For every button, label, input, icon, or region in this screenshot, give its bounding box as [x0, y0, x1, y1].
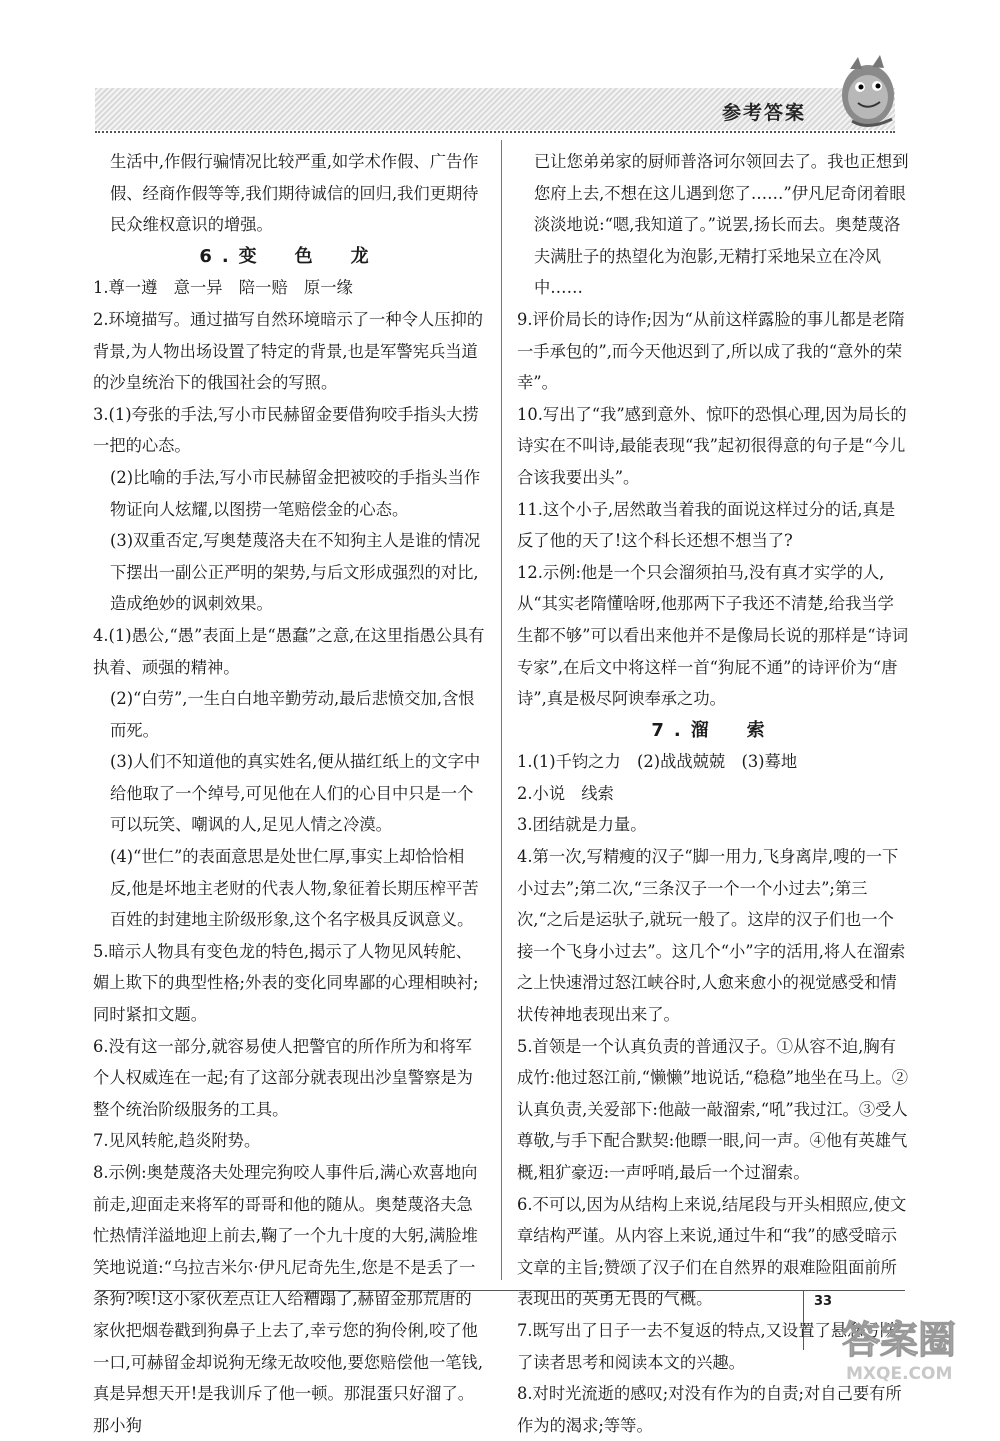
answer-paragraph: 1.尊一遵 意一异 陪一赔 原一缘 — [93, 278, 353, 298]
section-title: 7.溜 索 — [651, 719, 775, 741]
footer-tick — [803, 1290, 804, 1350]
answer-paragraph: 生活中,作假行骗情况比较严重,如学术作假、广告作假、经商作假等等,我们期待诚信的回归,我们更期待民众维权意识的增强。 — [110, 152, 479, 235]
answer-paragraph: 6.没有这一部分,就容易使人把警官的所作所为和将军个人权威连在一起;有了这部分就表现出沙皇警察是为整个统治阶级服务的工具。 — [93, 1036, 473, 1119]
answer-paragraph: 1.(1)千钧之力 (2)战战兢兢 (3)蓦地 — [517, 752, 798, 772]
answer-paragraph: 5.暗示人物具有变色龙的特色,揭示了人物见风转舵、媚上欺下的典型性格;外表的变化同卑鄙的心理相映衬;同时紧扣文题。 — [93, 941, 479, 1025]
answer-paragraph: 7.见风转舵,趋炎附势。 — [93, 1131, 261, 1151]
answer-paragraph: (4)“世仁”的表面意思是处世仁厚,事实上却恰恰相反,他是坏地主老财的代表人物,象征着长期压榨平苦百姓的封建地主阶级形象,这个名字极具反讽意义。 — [110, 847, 479, 930]
answer-paragraph: 11.这个小子,居然敢当着我的面说这样过分的话,真是反了他的天了!这个科长还想不想当了? — [517, 499, 896, 551]
left-column — [93, 146, 485, 1441]
page-number: 33 — [814, 1294, 833, 1309]
right-column — [517, 146, 909, 1441]
answer-paragraph: (3)人们不知道他的真实姓名,便从描红纸上的文字中给他取了一个绰号,可见他在人们的心目中只是一个可以玩笑、嘲讽的人,足见人情之冷漠。 — [110, 752, 481, 835]
answer-paragraph: (3)双重否定,写奥楚蔑洛夫在不知狗主人是谁的情况下摆出一副公正严明的架势,与后文形成强烈的对比,造成绝妙的讽刺效果。 — [110, 531, 481, 614]
watermark-text: 答案圈 — [842, 1318, 957, 1362]
answer-paragraph: 8.对时光流逝的感叹;对没有作为的自责;对自己要有所作为的渴求;等等。 — [517, 1384, 902, 1435]
section-title: 6.变 色 龙 — [199, 245, 379, 267]
answer-paragraph: (2)“白劳”,一生白白地辛勤劳动,最后悲愤交加,含恨而死。 — [110, 689, 475, 740]
answer-paragraph: 5.首领是一个认真负责的普通汉子。①从容不迫,胸有成竹:他过怒江前,“懒懒”地说话,“稳稳”地坐在马上。②认真负责,关爱部下:他敲一敲溜索,“吼”我过江。③受人尊敬,与手下配合默契:他瞟一眼,问一声。④他有英雄气概,粗犷豪迈:一声呼哨,最后一个过溜索。 — [517, 1036, 909, 1182]
answer-paragraph: 8.示例:奥楚蔑洛夫处理完狗咬人事件后,满心欢喜地向前走,迎面走来将军的哥哥和他的随从。奥楚蔑洛夫急忙热情洋溢地迎上前去,鞠了一个九十度的大躬,满脸堆笑地说道:“乌拉吉米尔·伊凡尼奇先生,您是不是丢了一条狗?唉!这小家伙差点让人给糟蹋了,赫留金那荒唐的家伙把烟卷戳到狗鼻子上去了,幸亏您的狗伶俐,咬了他一口,可赫留金却说狗无缘无故咬他,要您赔偿他一笔钱,真是异想天开!是我训斥了他一顿。那混蛋只好溜了。那小狗 — [93, 1163, 483, 1435]
header-title: 参考答案 — [722, 102, 807, 124]
answer-paragraph: 已让您弟弟家的厨师普洛诃尔领回去了。我也正想到您府上去,不想在这儿遇到您了……”伊凡尼奇闭着眼淡淡地说:“嗯,我知道了。”说罢,扬长而去。奥楚蔑洛夫满肚子的热望化为泡影,无精打采地呆立在冷风中…… — [534, 152, 909, 298]
answer-paragraph: 6.不可以,因为从结构上来说,结尾段与开头相照应,使文章结构严谨。从内容上来说,通过牛和“我”的感受暗示文章的主旨;赞颂了汉子们在自然界的艰难险阻面前所表现出的英勇无畏的气概。 — [517, 1194, 907, 1309]
answer-paragraph: (2)比喻的手法,写小市民赫留金把被咬的手指头当作物证向人炫耀,以图捞一笔赔偿金的心态。 — [110, 467, 481, 519]
watermark-url: MXQE.COM — [846, 1364, 953, 1384]
answer-paragraph: 10.写出了“我”感到意外、惊吓的恐惧心理,因为局长的诗实在不叫诗,最能表现“我”起初很得意的句子是“今儿合该我要出头”。 — [517, 404, 907, 487]
answer-paragraph: 4.第一次,写精瘦的汉子“脚一用力,飞身离岸,嗖的一下小过去”;第二次,“三条汉子一个一个小过去”;第三次,“之后是运驮子,就玩一般了。这岸的汉子们也一个接一个飞身小过去”。这几个“小”字的活用,将人在溜索之上快速滑过怒江峡谷时,人愈来愈小的视觉感受和情状传神地表现出来了。 — [517, 847, 906, 1025]
footer-rule — [95, 1290, 905, 1291]
watermark-logo — [838, 1305, 988, 1385]
answer-paragraph: 3.团结就是力量。 — [517, 815, 647, 835]
answer-paragraph: 12.示例:他是一个只会溜须拍马,没有真才实学的人,从“其实老隋懂啥呀,他那两下子我还不清楚,给我当学生都不够”可以看出来他并不是像局长说的那样是“诗词专家”,在后文中将这样一首“狗屁不通”的诗评价为“唐诗”,真是极尽阿谀奉承之功。 — [517, 562, 909, 709]
answer-paragraph: 2.环境描写。通过描写自然环境暗示了一种令人压抑的背景,为人物出场设置了特定的背景,也是军警宪兵当道的沙皇统治下的俄国社会的写照。 — [93, 309, 484, 393]
column-divider — [501, 140, 502, 1280]
answer-paragraph: 9.评价局长的诗作;因为“从前这样露脸的事儿都是老隋一手承包的”,而今天他迟到了,所以成了我的“意外的荣幸”。 — [517, 309, 905, 393]
header-rule — [95, 131, 895, 133]
answer-paragraph: 2.小说 线索 — [517, 783, 614, 803]
mascot-icon — [832, 55, 908, 133]
answer-paragraph: 4.(1)愚公,“愚”表面上是“愚蠢”之意,在这里指愚公具有执着、顽强的精神。 — [93, 625, 485, 677]
answer-paragraph: 7.既写出了日子一去不复返的特点,又设置了悬念,引发了读者思考和阅读本文的兴趣。 — [517, 1320, 902, 1372]
answer-paragraph: 3.(1)夸张的手法,写小市民赫留金要借狗咬手指头大捞一把的心态。 — [93, 404, 479, 456]
